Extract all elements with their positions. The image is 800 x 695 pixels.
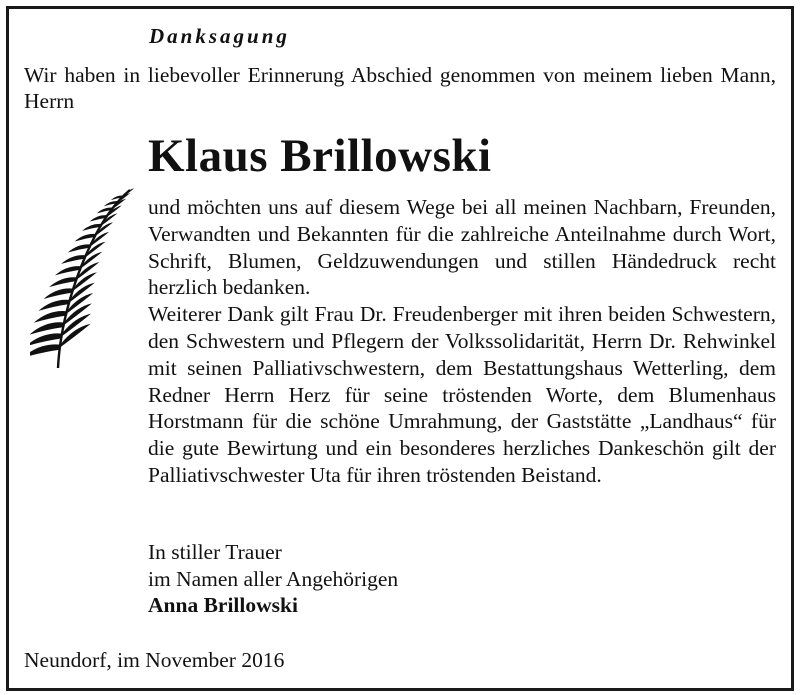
frond-leaflet [34, 311, 67, 323]
intro-text: Wir haben in liebevoller Erinnerung Abschied genommen von meinem lieben Mann, Herrn [24, 63, 776, 113]
frond-leaflet [30, 322, 64, 334]
frond-leaflet [38, 300, 69, 311]
deceased-name: Klaus Brillowski [148, 130, 492, 182]
closing-line-2: im Namen aller Angehörigen [148, 566, 399, 591]
frond-leaflet [60, 324, 90, 348]
thanks-paragraph-1: und möchten uns auf diesem Wege bei all meinen Nachbarn, Freunden, Verwandten und Bekannten für die zahlreiche Anteilnahme durch Wort, Schrift, Blumen, Geldzuwendungen und stillen Händedruck recht herzlich bedanken. [148, 195, 776, 300]
palm-frond-icon [30, 186, 134, 372]
signature: Anna Brillowski [148, 593, 298, 617]
thanks-paragraph-2: Weiterer Dank gilt Frau Dr. Freudenberger mit ihren beiden Schwestern, den Schwestern und Pflegern der Volkssolidarität, Herrn Dr. Rehwinkel mit seinen Palliativschwestern, dem Bestattungshaus Wetterling, dem Redner Herrn Herz für seine tröstenden Worte, dem Blumenhaus Horstmann für die schöne Umrahmung, der Gaststätte „Landhaus“ für die gute Bewirtung und ein besonderes herzliches Dankeschön gilt der Palliativschwester Uta für ihren tröstenden Beistand. [148, 302, 776, 487]
frond-leaflet [49, 277, 77, 287]
place-date: Neundorf, im November 2016 [24, 648, 285, 672]
closing-block [148, 539, 398, 619]
frond-leaflet [44, 288, 74, 299]
closing-line-1: In stiller Trauer [148, 540, 282, 564]
frond-leaflet [30, 333, 62, 346]
notice-heading: Danksagung [149, 24, 290, 48]
thanks-body [148, 194, 776, 489]
frond-leaflet [30, 344, 60, 358]
